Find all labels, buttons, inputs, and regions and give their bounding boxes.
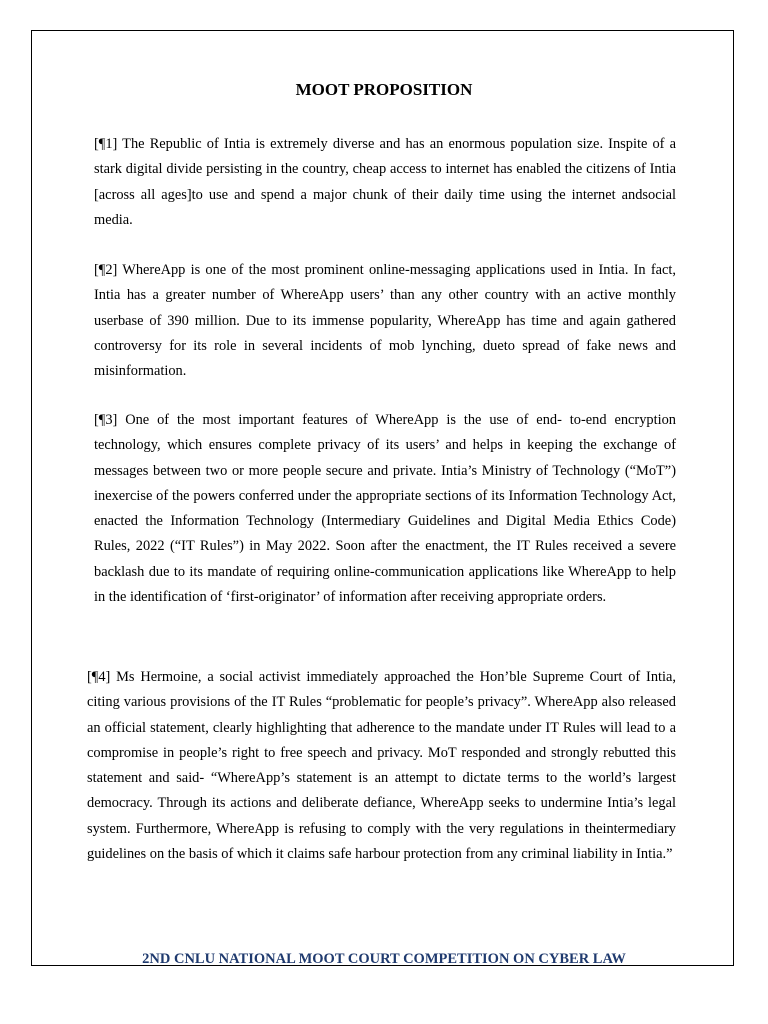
paragraph-4: [¶4] Ms Hermoine, a social activist immediately approached the Hon’ble Supreme Court of Intia, citing various provisions of the IT Rules “problematic for people’s privacy”. WhereApp also released an official statement, clearly highlighting that adherence to the mandate under IT Rules will lead to a compromise in people’s right to free speech and privacy. MoT responded and strongly rebutted this statement and said- “WhereApp’s statement is an attempt to dictate terms to the world’s largest democracy. Through its actions and deliberate defiance, WhereApp seeks to undermine Intia’s legal system. Furthermore, WhereApp is refusing to comply with the very regulations in theintermediary guidelines on the basis of which it claims safe harbour protection from any criminal liability in Intia.” — [87, 669, 676, 863]
paragraph-3: [¶3] One of the most important features of WhereApp is the use of end- to-end encryption technology, which ensures complete privacy of its users’ and helps in keeping the exchange of messages between two or more people secure and private. Intia’s Ministry of Technology (“MoT”) inexercise of the powers conferred under the appropriate sections of its Information Technology Act, enacted the Information Technology (Intermediary Guidelines and Digital Media Ethics Code) Rules, 2022 (“IT Rules”) in May 2022. Soon after the enactment, the IT Rules received a severe backlash due to its mandate of requiring online-communication applications like WhereApp to help in the identification of ‘first-originator’ of information after receiving appropriate orders. — [94, 412, 676, 606]
footer-competition-title: 2ND CNLU NATIONAL MOOT COURT COMPETITION ON CYBER LAW — [142, 951, 626, 967]
paragraph-2: [¶2] WhereApp is one of the most prominent online-messaging applications used in Intia. In fact, Intia has a greater number of WhereApp users’ than any other country with an active monthly userbase of 390 million. Due to its immense popularity, WhereApp has time and again gathered controversy for its role in several incidents of mob lynching, dueto spread of fake news and misinformation. — [94, 262, 676, 380]
page-title: MOOT PROPOSITION — [295, 80, 473, 99]
paragraph-1: [¶1] The Republic of Intia is extremely diverse and has an enormous population size. Inspite of a stark digital divide persisting in the country, cheap access to internet has enabled the citizens of Intia [across all ages]to use and spend a major chunk of their daily time using the internet andsocial media. — [94, 136, 676, 228]
